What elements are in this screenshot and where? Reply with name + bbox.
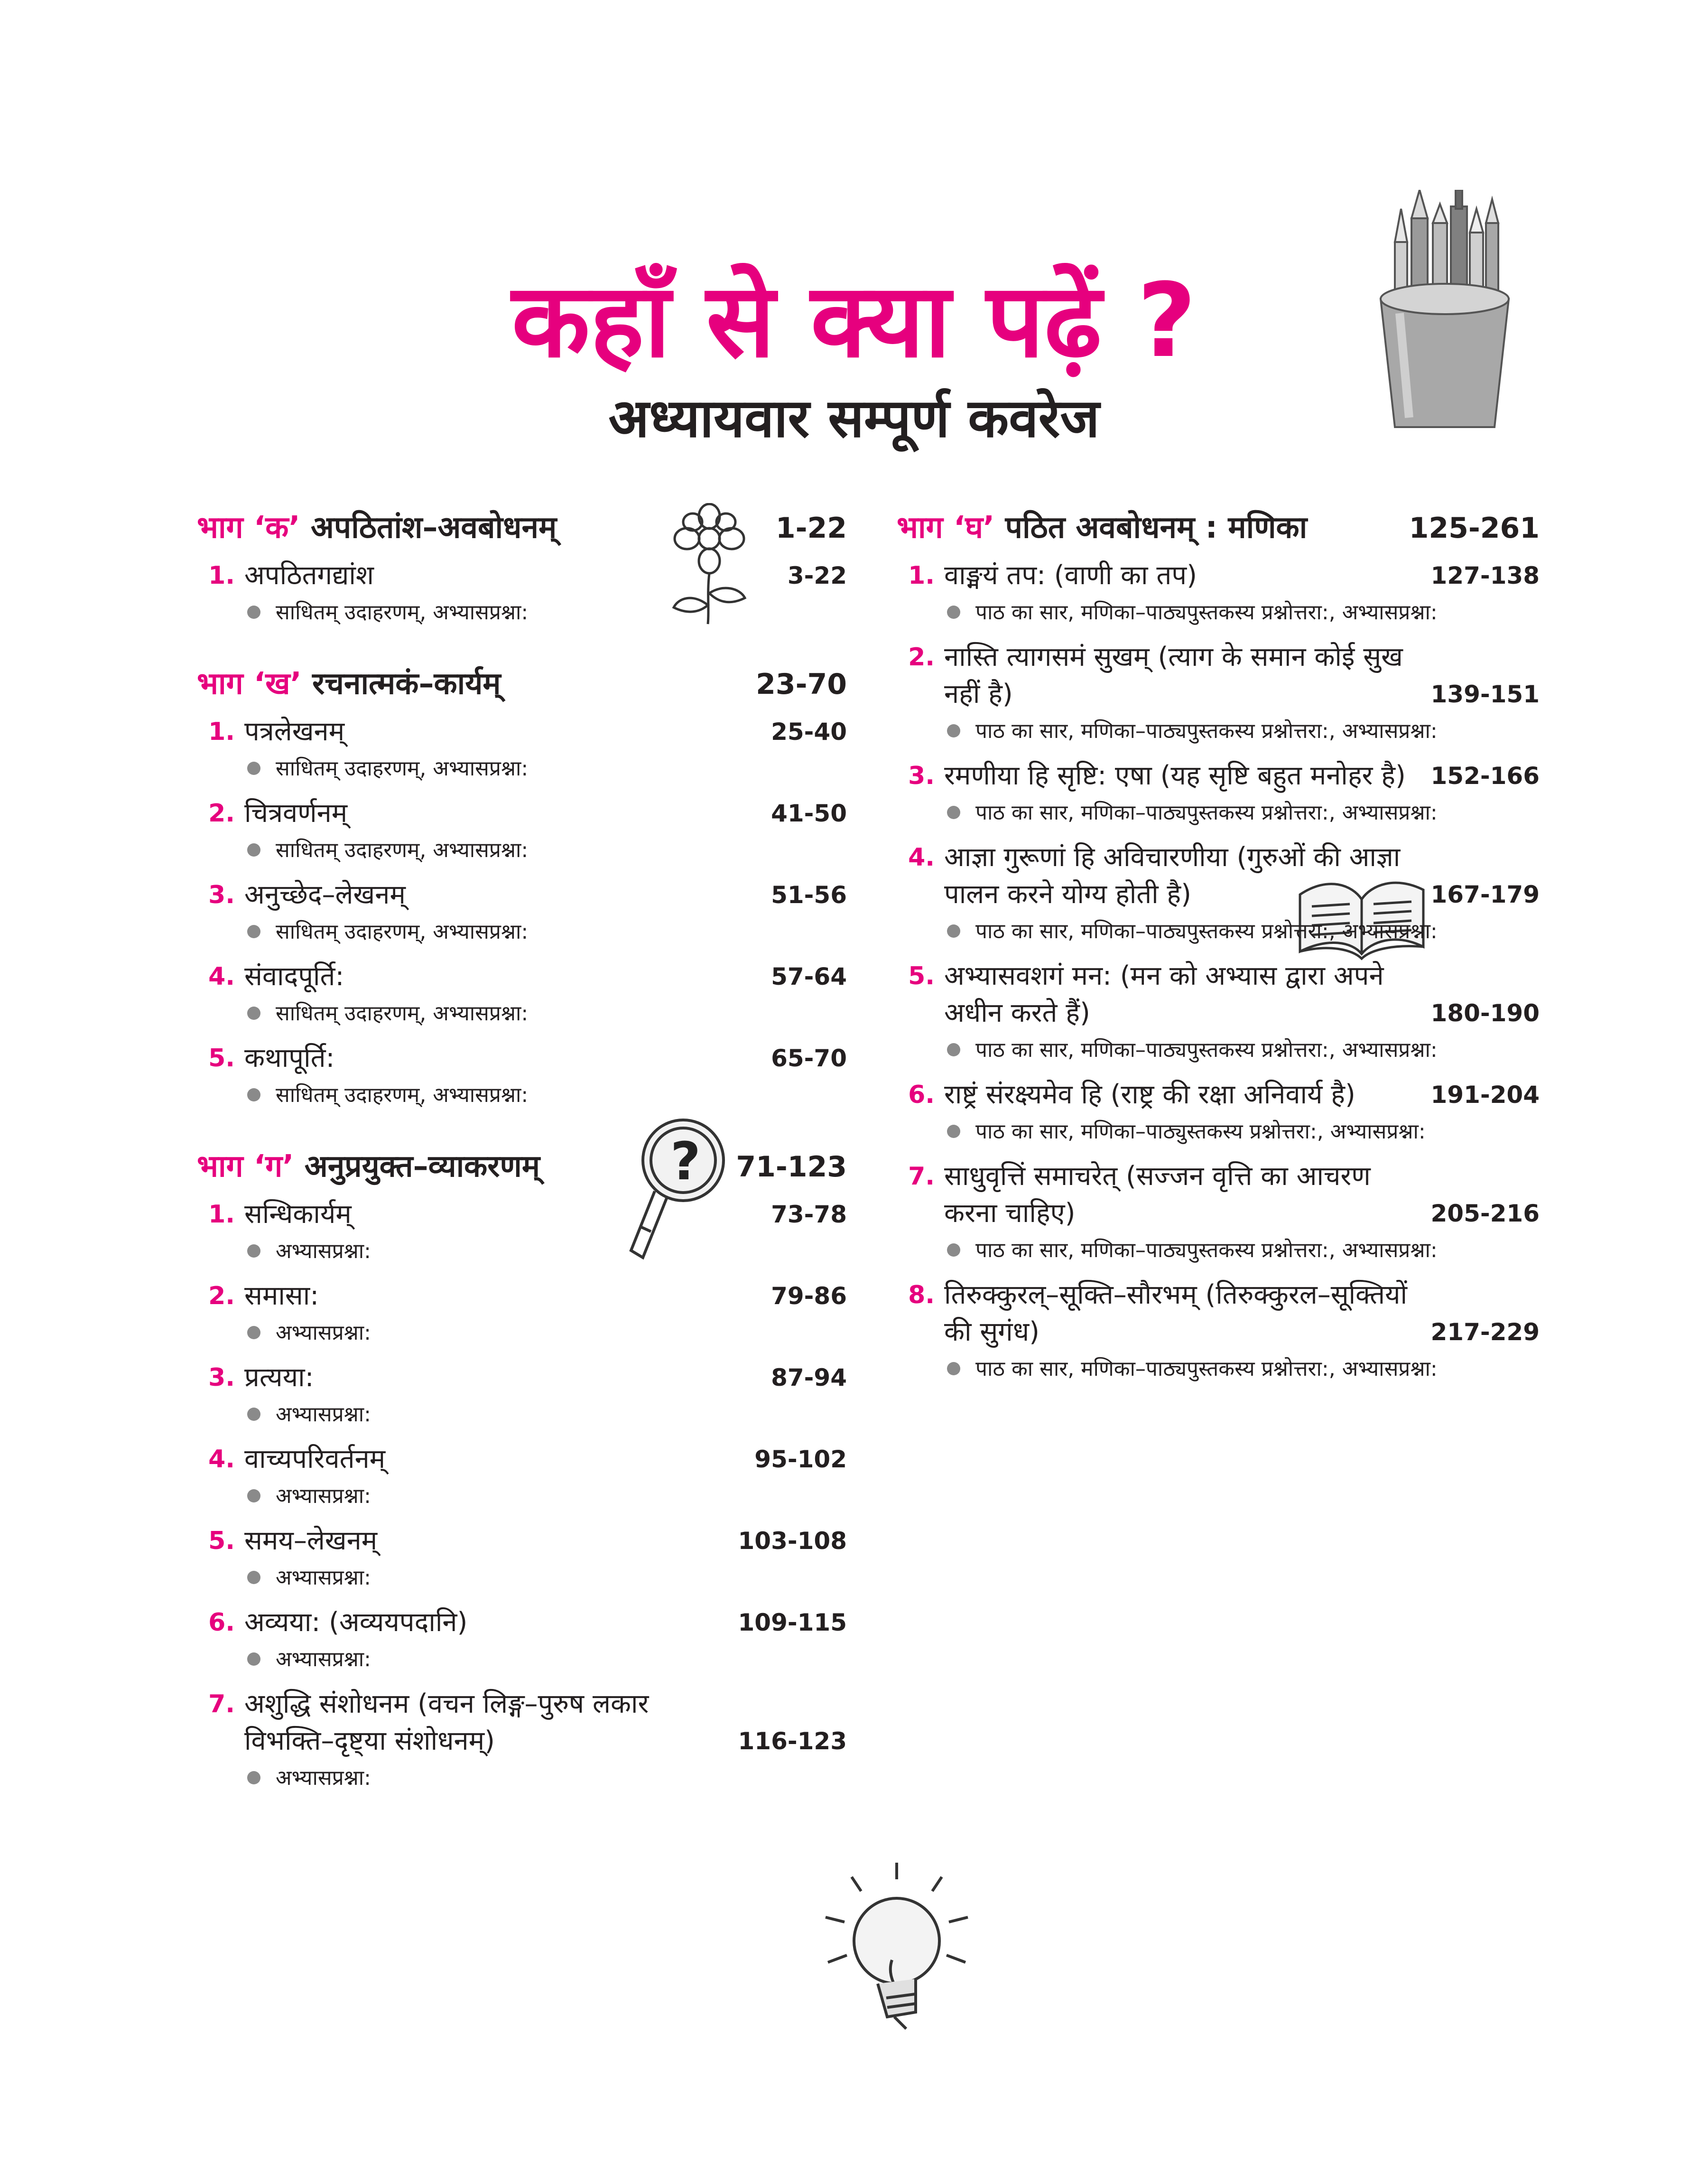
chapter-pages: 217-229	[1430, 1318, 1540, 1346]
chapter-entry	[897, 639, 1540, 747]
chapter-row	[944, 557, 1540, 594]
part-name: पठित अवबोधनम् : मणिका	[1005, 510, 1308, 545]
chapter-title: समय–लेखनम्	[244, 1525, 378, 1556]
part-label: भाग ‘घ’	[897, 510, 995, 545]
chapter-entry	[897, 958, 1540, 1066]
chapter-subitem-text: साधितम् उदाहरणम्, अभ्यासप्रश्ना:	[276, 1083, 529, 1107]
chapter-number: 1.	[908, 561, 935, 590]
part-title	[197, 662, 501, 703]
chapter-body	[944, 757, 1540, 829]
chapter-subitem-text: पाठ का सार, मणिका–पाठ्यपुस्तकस्य प्रश्नोत्तरा:, अभ्यासप्रश्ना:	[975, 1238, 1438, 1262]
chapter-entry	[897, 757, 1540, 829]
chapter-number: 2.	[208, 799, 235, 828]
bullet-icon	[947, 1125, 960, 1138]
chapter-title: अपठितगद्यांश	[244, 560, 374, 591]
chapter-title: वाच्यपरिवर्तनम्	[244, 1444, 386, 1474]
chapter-body	[244, 713, 847, 784]
chapter-entry	[197, 1522, 847, 1594]
chapter-number: 2.	[908, 643, 935, 672]
pencil-cup-icon	[1366, 190, 1523, 437]
part-pages: 1-22	[775, 512, 847, 545]
chapter-body	[944, 839, 1540, 947]
page-title: कहाँ से क्या पढ़ें ?	[511, 261, 1197, 380]
chapter-pages: 25-40	[771, 718, 847, 746]
chapter-subitem	[944, 1353, 1540, 1385]
chapter-body	[944, 1158, 1540, 1266]
chapter-title: अशुद्धि संशोधनम (वचन लिङ्ग–पुरुष लकार विभक्ति–दृष्ट्या संशोधनम्)	[244, 1689, 649, 1756]
bullet-icon	[247, 843, 260, 857]
chapter-number: 4.	[208, 962, 235, 991]
part-label: भाग ‘ग’	[197, 1149, 294, 1184]
chapter-pages: 87-94	[771, 1364, 847, 1391]
chapter-subitem	[944, 916, 1540, 947]
chapter-number: 2.	[208, 1282, 235, 1310]
chapter-pages: 57-64	[771, 963, 847, 990]
chapter-body	[244, 958, 847, 1029]
bullet-icon	[947, 806, 960, 819]
chapter-number: 7.	[908, 1162, 935, 1191]
part-heading	[197, 505, 847, 547]
chapter-row	[244, 795, 847, 832]
chapter-subitem	[244, 1562, 847, 1594]
chapter-row	[944, 1158, 1540, 1232]
chapter-pages: 152-166	[1430, 762, 1540, 790]
chapter-subitem	[244, 1763, 847, 1794]
chapter-row	[244, 958, 847, 995]
chapter-subitem-text: पाठ का सार, मणिका–पाठ्यपुस्तकस्य प्रश्नोत्तरा:, अभ्यासप्रश्ना:	[975, 1357, 1438, 1381]
chapter-row	[244, 1040, 847, 1077]
chapter-title: संवादपूर्ति:	[244, 961, 344, 992]
chapter-pages: 95-102	[754, 1446, 847, 1473]
chapter-row	[244, 1522, 847, 1559]
chapter-number: 6.	[908, 1081, 935, 1109]
chapter-row	[244, 1604, 847, 1641]
chapter-title: चित्रवर्णनम्	[244, 798, 348, 829]
chapter-entry	[197, 557, 847, 628]
chapter-title: अव्यया: (अव्ययपदानि)	[244, 1607, 468, 1638]
chapter-entry	[197, 795, 847, 866]
chapter-entry	[897, 1277, 1540, 1385]
chapter-pages: 127-138	[1430, 562, 1540, 589]
bullet-icon	[247, 1652, 260, 1666]
chapter-number: 5.	[208, 1527, 235, 1555]
part-label: भाग ‘ख’	[197, 666, 302, 701]
chapter-entry	[897, 1158, 1540, 1266]
part-pages: 71-123	[736, 1150, 847, 1184]
chapter-pages: 167-179	[1430, 881, 1540, 908]
chapter-title: अभ्यासवशगं मन: (मन को अभ्यास द्वारा अपने अधीन करते हैं)	[944, 961, 1384, 1028]
chapter-subitem	[944, 1116, 1540, 1147]
chapter-entry	[197, 1359, 847, 1430]
bullet-icon	[947, 1043, 960, 1056]
svg-text:?: ?	[670, 1131, 701, 1192]
chapter-title: रमणीया हि सृष्टि: एषा (यह सृष्टि बहुत मनोहर है)	[944, 760, 1406, 791]
chapter-pages: 205-216	[1430, 1200, 1540, 1227]
chapter-body	[244, 877, 847, 948]
chapter-number: 4.	[908, 843, 935, 872]
bullet-icon	[247, 1771, 260, 1784]
chapter-pages: 3-22	[787, 562, 847, 589]
part-name: अपठितांश–अवबोधनम्	[310, 510, 557, 545]
chapter-subitem-text: अभ्यासप्रश्ना:	[276, 1239, 371, 1263]
chapter-subitem	[244, 1236, 847, 1267]
chapter-title: अनुच्छेद–लेखनम्	[244, 879, 406, 910]
chapter-subitem-text: पाठ का सार, मणिका–पाठ्यपुस्तकस्य प्रश्नोत्तरा:, अभ्यासप्रश्ना:	[975, 1038, 1438, 1062]
chapter-entry	[197, 1604, 847, 1675]
chapter-body	[944, 1076, 1540, 1147]
chapter-body	[244, 557, 847, 628]
chapter-body	[244, 1522, 847, 1594]
chapter-title: वाङ्मयं तप: (वाणी का तप)	[944, 560, 1197, 591]
part-title	[897, 505, 1307, 547]
chapter-entry	[197, 1686, 847, 1794]
chapter-subitem	[244, 1317, 847, 1349]
bullet-icon	[247, 1571, 260, 1584]
part-name: अनुप्रयुक्त–व्याकरणम्	[304, 1149, 540, 1184]
chapter-subitem-text: अभ्यासप्रश्ना:	[276, 1766, 371, 1790]
part-heading	[197, 662, 847, 703]
chapter-entry	[197, 1278, 847, 1349]
light-bulb-icon	[816, 1860, 977, 2041]
bullet-icon	[247, 606, 260, 619]
chapter-subitem	[244, 753, 847, 784]
chapter-entry	[197, 713, 847, 784]
chapter-subitem-text: अभ्यासप्रश्ना:	[276, 1647, 371, 1671]
part-name: रचनात्मकं–कार्यम्	[312, 666, 501, 701]
chapter-title: समासा:	[244, 1280, 319, 1311]
part-title	[197, 505, 557, 547]
chapter-row	[244, 1359, 847, 1396]
chapter-body	[244, 1196, 847, 1267]
chapter-subitem	[244, 1080, 847, 1111]
chapter-subitem-text: पाठ का सार, मणिका–पाठ्युस्तकस्य प्रश्नोत्तरा:, अभ्यासप्रश्ना:	[975, 1119, 1426, 1144]
bullet-icon	[247, 762, 260, 775]
chapter-subitem	[244, 1644, 847, 1675]
chapter-entry	[897, 839, 1540, 947]
chapter-entry	[197, 1441, 847, 1512]
bullet-icon	[247, 1489, 260, 1502]
chapter-body	[944, 958, 1540, 1066]
chapter-row	[944, 1277, 1540, 1351]
page-subtitle: अध्यायवार सम्पूर्ण कवरेज	[608, 388, 1100, 449]
chapter-subitem-text: अभ्यासप्रश्ना:	[276, 1484, 371, 1508]
chapter-row	[244, 1686, 847, 1760]
chapter-subitem-text: अभ्यासप्रश्ना:	[276, 1402, 371, 1427]
chapter-number: 4.	[208, 1445, 235, 1474]
chapter-subitem-text: साधितम् उदाहरणम्, अभ्यासप्रश्ना:	[276, 600, 529, 625]
chapter-number: 7.	[208, 1690, 235, 1718]
chapter-subitem-text: पाठ का सार, मणिका–पाठ्यपुस्तकस्य प्रश्नोत्तरा:, अभ्यासप्रश्ना:	[975, 600, 1438, 625]
chapter-title: तिरुक्कुरल्–सूक्ति–सौरभम् (तिरुक्कुरल–सूक्तियों की सुगंध)	[944, 1279, 1407, 1347]
chapter-pages: 79-86	[771, 1282, 847, 1310]
chapter-subitem-text: साधितम् उदाहरणम्, अभ्यासप्रश्ना:	[276, 756, 529, 781]
chapter-title: राष्ट्रं संरक्ष्यमेव हि (राष्ट्र की रक्षा अनिवार्य है)	[944, 1079, 1355, 1110]
chapter-subitem	[244, 597, 847, 628]
chapter-row	[244, 877, 847, 914]
chapter-subitem	[944, 716, 1540, 747]
bullet-icon	[247, 1244, 260, 1258]
chapter-number: 8.	[908, 1281, 935, 1309]
chapter-subitem-text: साधितम् उदाहरणम्, अभ्यासप्रश्ना:	[276, 920, 529, 944]
bullet-icon	[247, 1326, 260, 1339]
part-label: भाग ‘क’	[197, 510, 300, 545]
chapter-pages: 191-204	[1430, 1081, 1540, 1109]
chapter-subitem-text: पाठ का सार, मणिका–पाठ्यपुस्तकस्य प्रश्नोत्तरा:, अभ्यासप्रश्ना:	[975, 919, 1438, 943]
chapter-subitem-text: पाठ का सार, मणिका–पाठ्यपुस्तकस्य प्रश्नोत्तरा:, अभ्यासप्रश्ना:	[975, 719, 1438, 743]
chapter-number: 1.	[208, 1200, 235, 1229]
part-pages: 125-261	[1409, 512, 1540, 545]
chapter-subitem-text: साधितम् उदाहरणम्, अभ्यासप्रश्ना:	[276, 838, 529, 862]
chapter-row	[944, 757, 1540, 794]
chapter-entry	[197, 1040, 847, 1111]
chapter-subitem	[944, 1035, 1540, 1066]
chapter-pages: 139-151	[1430, 681, 1540, 708]
chapter-title: नास्ति त्यागसमं सुखम् (त्याग के समान कोई सुख नहीं है)	[944, 642, 1403, 709]
chapter-row	[244, 557, 847, 594]
chapter-subitem	[244, 1399, 847, 1430]
chapter-number: 3.	[208, 881, 235, 909]
chapter-number: 3.	[908, 762, 935, 790]
chapter-number: 5.	[208, 1044, 235, 1073]
chapter-title: साधुवृत्तिं समाचरेत् (सज्जन वृत्ति का आचरण करना चाहिए)	[944, 1161, 1371, 1229]
chapter-subitem-text: अभ्यासप्रश्ना:	[276, 1321, 371, 1345]
chapter-number: 1.	[208, 718, 235, 746]
chapter-pages: 109-115	[738, 1609, 847, 1636]
chapter-body	[944, 639, 1540, 747]
chapter-subitem	[244, 916, 847, 948]
bullet-icon	[947, 924, 960, 938]
chapter-row	[244, 713, 847, 750]
chapter-subitem-text: अभ्यासप्रश्ना:	[276, 1566, 371, 1590]
chapter-entry	[197, 1196, 847, 1267]
chapter-pages: 65-70	[771, 1045, 847, 1072]
chapter-entry	[197, 958, 847, 1029]
chapter-entry	[197, 877, 847, 948]
chapter-pages: 180-190	[1430, 999, 1540, 1027]
chapter-row	[944, 1076, 1540, 1113]
chapter-pages: 103-108	[738, 1527, 847, 1555]
chapter-body	[244, 1441, 847, 1512]
chapter-title: पत्रलेखनम्	[244, 716, 345, 747]
toc-right-column	[897, 505, 1540, 1385]
chapter-number: 3.	[208, 1363, 235, 1392]
chapter-body	[944, 557, 1540, 628]
chapter-entry	[897, 557, 1540, 628]
chapter-subitem	[244, 998, 847, 1029]
chapter-row	[244, 1196, 847, 1233]
chapter-row	[944, 958, 1540, 1032]
chapter-body	[244, 795, 847, 866]
chapter-title: सन्धिकार्यम्	[244, 1199, 352, 1230]
chapter-subitem-text: पाठ का सार, मणिका–पाठ्यपुस्तकस्य प्रश्नोत्तरा:, अभ्यासप्रश्ना:	[975, 801, 1438, 825]
part-heading	[197, 1144, 847, 1185]
chapter-number: 5.	[908, 962, 935, 990]
chapter-pages: 51-56	[771, 881, 847, 909]
bullet-icon	[247, 925, 260, 938]
part-heading	[897, 505, 1540, 547]
chapter-subitem	[244, 1481, 847, 1512]
chapter-subitem	[244, 835, 847, 866]
chapter-pages: 41-50	[771, 800, 847, 827]
part-spacer	[197, 628, 847, 662]
chapter-row	[944, 839, 1540, 913]
chapter-body	[244, 1040, 847, 1111]
chapter-subitem-text: साधितम् उदाहरणम्, अभ्यासप्रश्ना:	[276, 1001, 529, 1026]
chapter-row	[944, 639, 1540, 713]
bullet-icon	[947, 1362, 960, 1375]
bullet-icon	[947, 606, 960, 619]
chapter-row	[244, 1278, 847, 1315]
chapter-subitem	[944, 797, 1540, 829]
bullet-icon	[247, 1408, 260, 1421]
toc-left-column	[197, 505, 847, 1794]
chapter-body	[244, 1686, 847, 1794]
chapter-title: प्रत्यया:	[244, 1362, 314, 1393]
bullet-icon	[947, 724, 960, 737]
chapter-number: 1.	[208, 561, 235, 590]
chapter-body	[244, 1359, 847, 1430]
bullet-icon	[247, 1007, 260, 1020]
chapter-pages: 73-78	[771, 1201, 847, 1228]
chapter-title: कथापूर्ति:	[244, 1043, 335, 1073]
chapter-subitem	[944, 597, 1540, 628]
bullet-icon	[247, 1088, 260, 1101]
chapter-body	[944, 1277, 1540, 1385]
chapter-body	[244, 1604, 847, 1675]
part-spacer	[197, 1111, 847, 1144]
chapter-row	[244, 1441, 847, 1478]
chapter-subitem	[944, 1235, 1540, 1266]
chapter-pages: 116-123	[738, 1727, 847, 1755]
bullet-icon	[947, 1243, 960, 1257]
chapter-body	[244, 1278, 847, 1349]
chapter-number: 6.	[208, 1608, 235, 1637]
chapter-entry	[897, 1076, 1540, 1147]
part-title	[197, 1144, 540, 1185]
chapter-title: आज्ञा गुरूणां हि अविचारणीया (गुरुओं की आज्ञा पालन करने योग्य होती है)	[944, 842, 1401, 910]
part-pages: 23-70	[756, 668, 847, 701]
